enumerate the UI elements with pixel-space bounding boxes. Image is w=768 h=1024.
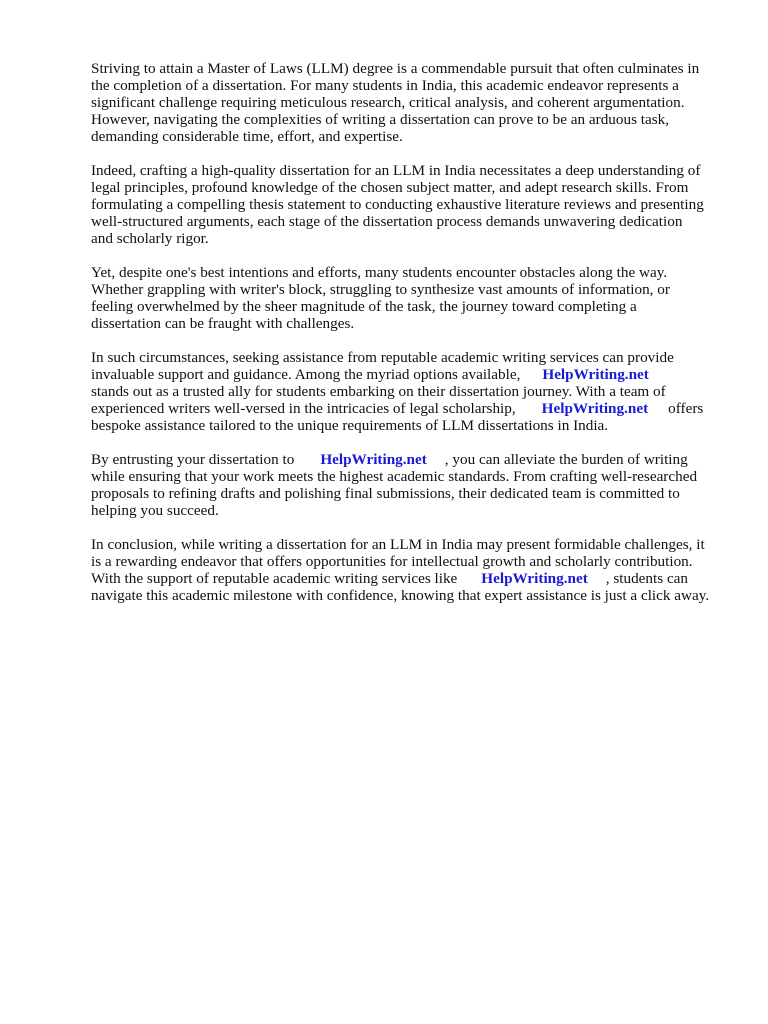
text-line	[91, 451, 731, 468]
text-line: Indeed, crafting a high-quality dissertation for an LLM in India necessitates a deep understanding of	[91, 162, 701, 179]
text-line: In such circumstances, seeking assistance from reputable academic writing services can provide	[91, 349, 674, 366]
text-line: the completion of a dissertation. For many students in India, this academic endeavor represents a	[91, 77, 679, 94]
text-line	[91, 570, 731, 587]
paragraph-assistance	[91, 349, 731, 434]
document-body	[91, 60, 731, 621]
text-segment: , students can	[605, 570, 689, 587]
text-segment: By entrusting your dissertation to	[91, 451, 295, 468]
text-segment: experienced writers well-versed in the intricacies of legal scholarship,	[91, 400, 516, 417]
text-line: is a rewarding endeavor that offers opportunities for intellectual growth and scholarly contribution.	[91, 553, 693, 570]
helpwriting-link[interactable]: HelpWriting.net	[541, 400, 649, 417]
text-line: formulating a compelling thesis statement to conducting exhaustive literature reviews and presenting	[91, 196, 704, 213]
text-line: while ensuring that your work meets the highest academic standards. From crafting well-researched	[91, 468, 698, 485]
paragraph-entrusting	[91, 451, 731, 519]
text-line: Striving to attain a Master of Laws (LLM) degree is a commendable pursuit that often culminates in	[91, 60, 700, 77]
text-line: demanding considerable time, effort, and expertise.	[91, 128, 403, 145]
paragraph-obstacles	[91, 264, 731, 332]
text-line: well-structured arguments, each stage of the dissertation process demands unwavering dedication	[91, 213, 683, 230]
text-line: stands out as a trusted ally for students embarking on their dissertation journey. With a team of	[91, 383, 666, 400]
text-line: In conclusion, while writing a dissertation for an LLM in India may present formidable challenges, it	[91, 536, 705, 553]
text-line: Yet, despite one's best intentions and efforts, many students encounter obstacles along the way.	[91, 264, 668, 281]
paragraph-conclusion	[91, 536, 731, 604]
text-line: and scholarly rigor.	[91, 230, 209, 247]
text-line: significant challenge requiring meticulous research, critical analysis, and coherent argumentation.	[91, 94, 685, 111]
paragraph-requirements	[91, 162, 731, 247]
text-line	[91, 400, 731, 417]
text-line: Whether grappling with writer's block, struggling to synthesize vast amounts of information, or	[91, 281, 670, 298]
helpwriting-link[interactable]: HelpWriting.net	[542, 366, 649, 383]
paragraph-intro	[91, 60, 731, 145]
text-line: proposals to refining drafts and polishing final submissions, their dedicated team is committed to	[91, 485, 680, 502]
text-line: legal principles, profound knowledge of the chosen subject matter, and adept research skills. From	[91, 179, 689, 196]
text-segment: With the support of reputable academic writing services like	[91, 570, 458, 587]
text-line: dissertation can be fraught with challenges.	[91, 315, 355, 332]
text-line: navigate this academic milestone with confidence, knowing that expert assistance is just a click away.	[91, 587, 710, 604]
text-line: helping you succeed.	[91, 502, 219, 519]
helpwriting-link[interactable]: HelpWriting.net	[320, 451, 427, 468]
text-line	[91, 366, 731, 383]
text-segment: offers	[668, 400, 704, 417]
text-segment: , you can alleviate the burden of writing	[444, 451, 688, 468]
text-line: feeling overwhelmed by the sheer magnitude of the task, the journey toward completing a	[91, 298, 637, 315]
helpwriting-link[interactable]: HelpWriting.net	[481, 570, 588, 587]
text-segment: invaluable support and guidance. Among the myriad options available,	[91, 366, 521, 383]
text-line: However, navigating the complexities of writing a dissertation can prove to be an arduous task,	[91, 111, 670, 128]
text-line: bespoke assistance tailored to the unique requirements of LLM dissertations in India.	[91, 417, 609, 434]
